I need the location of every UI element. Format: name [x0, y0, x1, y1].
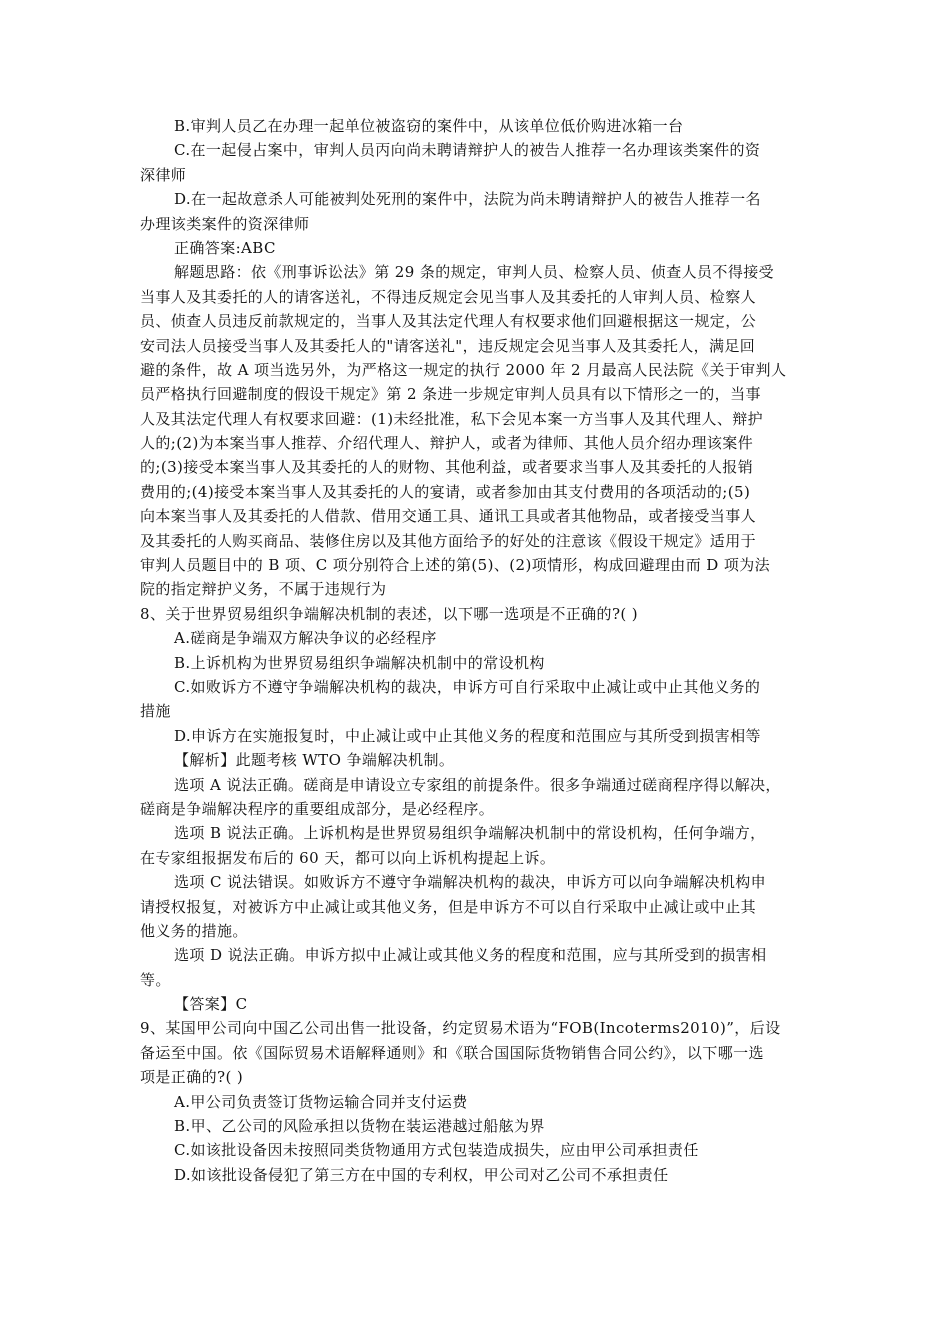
option-d: D.申诉方在实施报复时，中止减让或中止其他义务的程度和范围应与其所受到损害相等	[174, 726, 761, 745]
question-9-line: 备运至中国。依《国际贸易术语解释通则》和《联合国国际货物销售合同公约》，以下哪一选	[140, 1043, 764, 1062]
analysis-line: 选项 B 说法正确。上诉机构是世界贸易组织争端解决机制中的常设机构，任何争端方，	[174, 824, 766, 843]
explanation-line: 当事人及其委托的人的请客送礼，不得违反规定会见当事人及其委托的人审判人员、检察人	[140, 287, 757, 306]
option-line: B.审判人员乙在办理一起单位被盗窃的案件中，从该单位低价购进冰箱一台	[174, 117, 684, 135]
option-line: D.在一起故意杀人可能被判处死刑的案件中，法院为尚未聘请辩护人的被告人推荐一名	[174, 190, 761, 209]
option-c: C.如败诉方不遵守争端解决机构的裁决，申诉方可自行采取中止减让或中止其他义务的	[174, 677, 761, 696]
explanation-line: 人的;(2)为本案当事人推荐、介绍代理人、辩护人，或者为律师、其他人员介绍办理该案件	[140, 434, 754, 453]
option-line: C.在一起侵占案中，审判人员丙向尚未聘请辩护人的被告人推荐一名办理该类案件的资	[174, 141, 761, 160]
option-b: B.上诉机构为世界贸易组织争端解决机制中的常设机构	[174, 653, 545, 672]
analysis-line: 磋商是争端解决程序的重要组成部分，是必经程序。	[140, 799, 495, 818]
analysis-line: 选项 D 说法正确。申诉方拟中止减让或其他义务的程度和范围，应与其所受到的损害相	[174, 946, 767, 965]
option-d: D.如该批设备侵犯了第三方在中国的专利权，甲公司对乙公司不承担责任	[174, 1165, 669, 1184]
explanation-line: 向本案当事人及其委托的人借款、借用交通工具、通讯工具或者其他物品，或者接受当事人	[140, 507, 757, 526]
explanation-line: 院的指定辩护义务，不属于违规行为	[140, 580, 387, 599]
text-line: 深律师	[140, 165, 187, 184]
analysis-line: 选项 C 说法错误。如败诉方不遵守争端解决机构的裁决，申诉方可以向争端解决机构申	[174, 873, 767, 892]
option-a: A.磋商是争端双方解决争议的必经程序	[174, 629, 437, 648]
explanation-line: 审判人员题目中的 B 项、C 项分别符合上述的第(5)、(2)项情形，构成回避理由而 D 项为法	[140, 556, 771, 575]
option-a: A.甲公司负责签订货物运输合同并支付运费	[174, 1092, 468, 1111]
explanation-line: 的;(3)接受本案当事人及其委托的人的财物、其他利益，或者要求当事人及其委托的人报销	[140, 458, 754, 477]
answer-label: 【答案】C	[174, 995, 248, 1014]
option-b: B.甲、乙公司的风险承担以货物在装运港越过船舷为界	[174, 1117, 545, 1136]
explanation-line: 员、侦查人员违反前款规定的，当事人及其法定代理人有权要求他们回避根据这一规定，公	[140, 312, 757, 331]
analysis-line: 他义务的措施。	[140, 921, 248, 940]
analysis-line: 选项 A 说法正确。磋商是申请设立专家组的前提条件。很多争端通过磋商程序得以解决，	[174, 775, 781, 794]
document-page	[140, 114, 820, 1187]
analysis-line: 请授权报复，对被诉方中止减让或其他义务，但是申诉方不可以自行采取中止减让或中止其	[140, 897, 757, 916]
text-line: 办理该类案件的资深律师	[140, 214, 310, 233]
explanation-line: 安司法人员接受当事人及其委托人的"请客送礼"，违反规定会见当事人及其委托人，满足回	[140, 336, 756, 355]
question-9-line: 项是正确的?( )	[140, 1068, 244, 1087]
text-line: 措施	[140, 702, 171, 721]
explanation-line: 员严格执行回避制度的假设干规定》第 2 条进一步规定审判人员具有以下情形之一的，当事	[140, 385, 761, 404]
explanation-line: 解题思路：依《刑事诉讼法》第 29 条的规定，审判人员、检察人员、侦查人员不得接受	[174, 263, 775, 282]
explanation-line: 避的条件，故 A 项当选另外，为严格这一规定的执行 2000 年 2 月最高人民法院《关于审判人	[140, 360, 787, 379]
explanation-line: 人及其法定代理人有权要求回避：(1)未经批准，私下会见本案一方当事人及其代理人、辩护	[140, 409, 764, 428]
option-c: C.如该批设备因未按照同类货物通用方式包装造成损失，应由甲公司承担责任	[174, 1141, 699, 1160]
correct-answer: 正确答案:ABC	[174, 238, 276, 257]
analysis-line: 等。	[140, 970, 171, 989]
analysis-heading: 【解析】此题考核 WTO 争端解决机制。	[174, 751, 455, 770]
question-9: 9、某国甲公司向中国乙公司出售一批设备，约定贸易术语为“FOB(Incoterms2010)”，后设	[140, 1019, 781, 1038]
analysis-line: 在专家组报据发布后的 60 天，都可以向上诉机构提起上诉。	[140, 848, 556, 867]
explanation-line: 费用的;(4)接受本案当事人及其委托的人的宴请，或者参加由其支付费用的各项活动的;(5)	[140, 482, 751, 501]
question-8: 8、关于世界贸易组织争端解决机制的表述，以下哪一选项是不正确的?( )	[140, 604, 639, 623]
explanation-line: 及其委托的人购买商品、装修住房以及其他方面给予的好处的注意该《假设干规定》适用于	[140, 531, 757, 550]
